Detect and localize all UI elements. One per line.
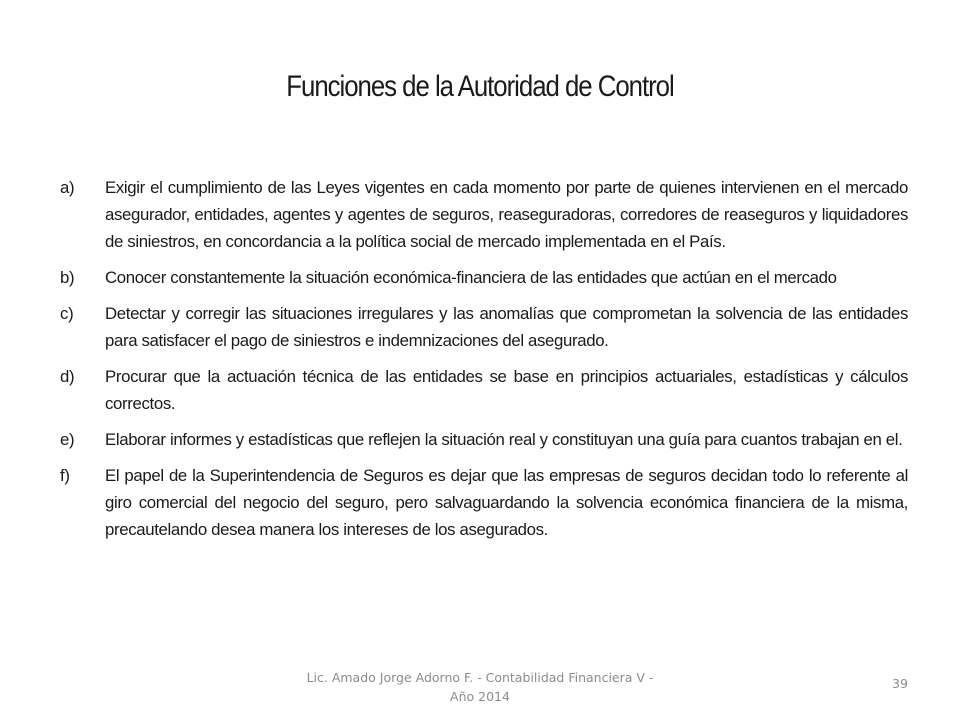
list-item-text: Exigir el cumplimiento de las Leyes vigentes en cada momento por parte de quienes intervienen en el mercado asegurador, entidades, agentes y agentes de seguros, reaseguradoras, corredores de reaseguros y liquidadores de siniestros, en concordancia a la política social de mercado implementada en el País. — [105, 178, 908, 251]
slide-title: Funciones de la Autoridad de Control — [286, 70, 674, 103]
slide-footer: Lic. Amado Jorge Adorno F. - Contabilidad Financiera V - Año 2014 — [306, 670, 654, 704]
list-item-marker: f) — [60, 466, 70, 485]
list-item-marker: c) — [60, 304, 74, 323]
list-item-text: Detectar y corregir las situaciones irregulares y las anomalías que comprometan la solvencia de las entidades para satisfacer el pago de siniestros e indemnizaciones del asegurado. — [105, 304, 908, 350]
list-item-marker: b) — [60, 268, 75, 287]
list-item-text: Elaborar informes y estadísticas que reflejen la situación real y constituyan una guía para cuantos trabajan en el. — [105, 430, 903, 449]
list-item — [60, 264, 908, 291]
list-item-text: Procurar que la actuación técnica de las entidades se base en principios actuariales, estadísticas y cálculos correctos. — [105, 367, 908, 413]
list-item-text: Conocer constantemente la situación económica-financiera de las entidades que actúan en el mercado — [105, 268, 837, 287]
page-number: 39 — [892, 676, 908, 691]
list-item — [60, 363, 908, 417]
functions-list — [60, 174, 908, 552]
list-item — [60, 462, 908, 543]
list-item — [60, 174, 908, 255]
list-item — [60, 426, 908, 453]
list-item-text: El papel de la Superintendencia de Seguros es dejar que las empresas de seguros decidan todo lo referente al giro comercial del negocio del seguro, pero salvaguardando la solvencia económica financiera de la misma, precautelando desea manera los intereses de los asegurados. — [105, 466, 908, 539]
list-item-marker: a) — [60, 178, 75, 197]
list-item — [60, 300, 908, 354]
list-item-marker: d) — [60, 367, 75, 386]
list-item-marker: e) — [60, 430, 75, 449]
